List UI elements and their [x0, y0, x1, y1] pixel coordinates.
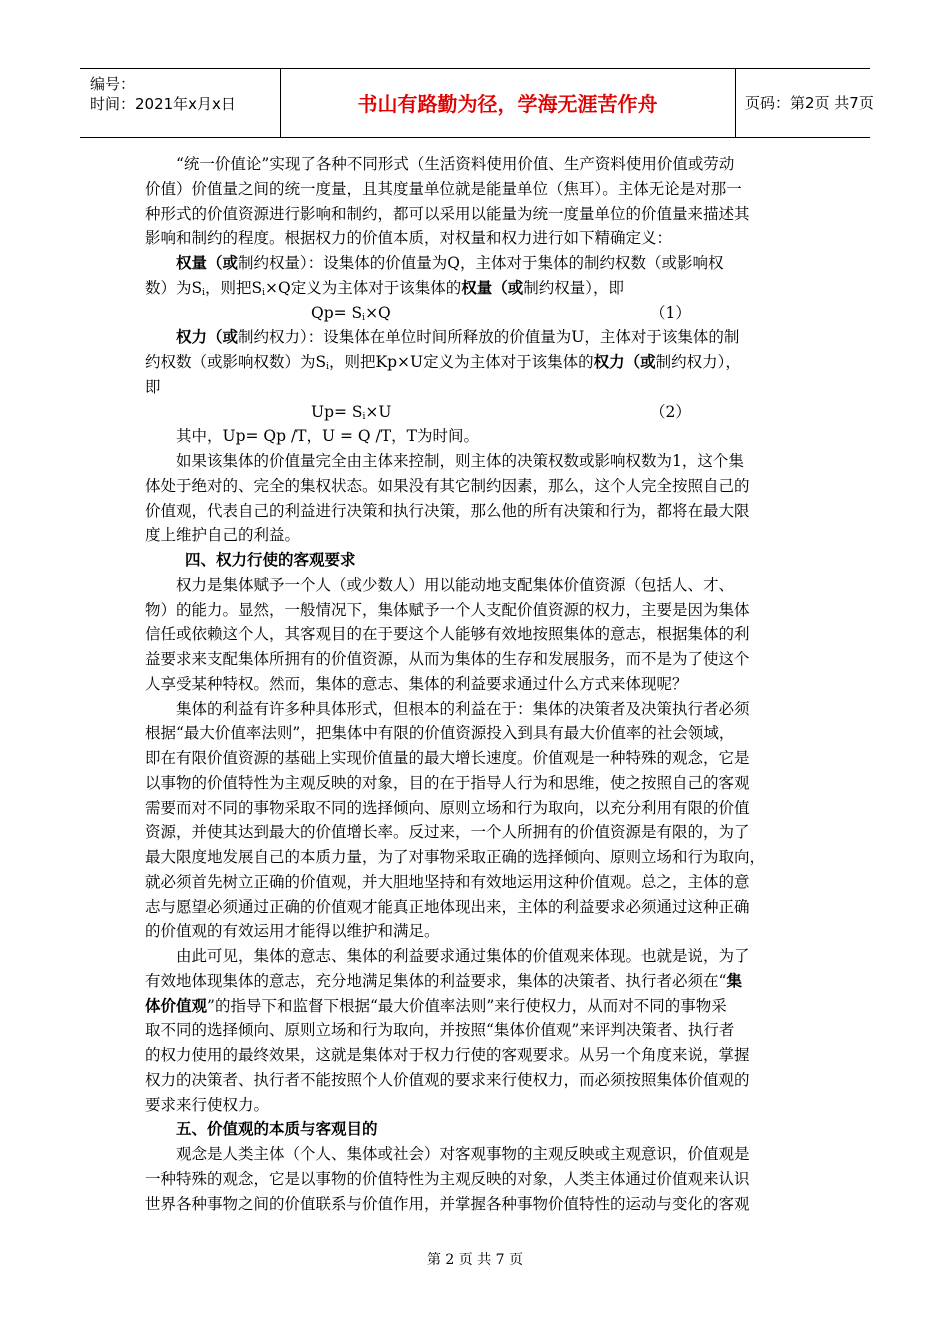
doc-date-label: 时间：2021年x月x日: [90, 95, 236, 113]
paragraph-line: 观念是人类主体（个人、集体或社会）对客观事物的主观反映或主观意识，价值观是: [176, 1145, 750, 1163]
subscript: i: [202, 287, 206, 298]
paragraph-line: 取不同的选择倾向、原则立场和行为取向，并按照“集体价值观”来评判决策者、执行者: [145, 1021, 735, 1040]
definition-text: 制约权量）：设集体的价值量为Q，主体对于集体的制约权数（或影响权: [238, 254, 724, 272]
paragraph-text: ”的指导下和监督下根据“最大价值率法则”来行使权力，从而对不同的事物采: [207, 996, 727, 1015]
paragraph-line: 由此可见，集体的意志、集体的利益要求通过集体的价值观来体现。也就是说，为了: [176, 947, 750, 965]
section-heading-5: 五、价值观的本质与客观目的: [176, 1119, 378, 1139]
definition-text: ，则把Kp×U定义为主体对于该集体的: [329, 353, 594, 371]
page-footer: 第 2 页 共 7 页: [426, 1252, 524, 1268]
definition-text: 约权数（或影响权数）为S: [145, 353, 327, 371]
paragraph-line: [145, 969, 805, 994]
paragraph-line: 信任或依赖这个人，其客观目的在于要这个人能够有效地按照集体的意志，根据集体的利: [145, 625, 750, 644]
definition-text: 数）为S: [145, 278, 203, 297]
term-bold: 权力（或: [593, 352, 656, 371]
paragraph-text: 有效地体现集体的意志，充分地满足集体的利益要求，集体的决策者、执行者必须在“: [145, 971, 727, 990]
equation-text: ×U: [365, 402, 392, 421]
header-meta-cell: [80, 69, 281, 137]
term-bold: 权量（或: [461, 277, 524, 297]
definition-text: 制约权力），: [655, 353, 741, 371]
paragraph-line: 资源，并使其达到最大的价值增长率。反过来，一个人所拥有的价值资源是有限的，为了: [145, 823, 750, 842]
paragraph-line: 即在有限价值资源的基础上实现价值量的最大增长速度。价值观是一种特殊的观念，它是: [145, 749, 750, 767]
paragraph-line: 就必须首先树立正确的价值观，并大胆地坚持和有效地运用这种价值观。总之，主体的意: [145, 872, 750, 891]
paragraph-line: 如果该集体的价值量完全由主体来控制，则主体的决策权数或影响权数为1，这个集: [176, 452, 744, 470]
equation-text: Up= S: [311, 402, 363, 421]
paragraph-line: 最大限度地发展自己的本质力量，为了对事物采取正确的选择倾向、原则立场和行为取向，: [145, 848, 766, 866]
paragraph-line: 权力是集体赋予一个人（或少数人）用以能动地支配集体价值资源（包括人、才、: [176, 575, 735, 594]
paragraph-line: 其中，Up= Qp /T，U = Q /T，T为时间。: [176, 427, 479, 446]
paragraph-line: 的价值观的有效运用才能得以维护和满足。: [145, 922, 440, 941]
paragraph-line: 影响和制约的程度。根据权力的价值本质，对权量和权力进行如下精确定义：: [145, 229, 673, 248]
term-bold: 体价值观: [145, 995, 208, 1015]
subscript: i: [362, 312, 366, 323]
paragraph-line: 志与愿望必须通过正确的价值观才能真正地体现出来，主体的利益要求必须通过这种正确: [145, 897, 750, 916]
definition-text: 制约权量），即: [523, 278, 625, 297]
paragraph-line: “统一价值论”实现了各种不同形式（生活资料使用价值、生产资料使用价值或劳动: [176, 155, 735, 173]
paragraph-line: 种形式的价值资源进行影响和制约，都可以采用以能量为统一度量单位的价值量来描述其: [145, 204, 750, 223]
definition-power-amount: [145, 251, 805, 276]
paragraph-line: 度上维护自己的利益。: [145, 526, 301, 545]
paragraph-line: 体处于绝对的、完全的集权状态。如果没有其它制约因素，那么，这个人完全按照自己的: [145, 476, 750, 495]
term-bold: 权力（或: [176, 327, 239, 347]
paragraph-line: 权力的决策者、执行者不能按照个人价值观的要求来行使权力，而必须按照集体价值观的: [145, 1070, 750, 1089]
subscript: i: [362, 411, 366, 422]
header-page-cell: [735, 69, 874, 137]
document-body: [145, 152, 805, 1216]
paragraph-line: 要求来行使权力。: [145, 1095, 270, 1114]
paragraph-line: 益要求来支配集体所拥有的价值资源，从而为集体的生存和发展服务，而不是为了使这个: [145, 650, 750, 668]
paragraph-line: 一种特殊的观念，它是以事物的价值特性为主观反映的对象，人类主体通过价值观来认识: [145, 1169, 750, 1188]
paragraph-line: 根据“最大价值率法则”，把集体中有限的价值资源投入到具有最大价值率的社会领域，: [145, 724, 735, 743]
paragraph-line: 以事物的价值特性为主观反映的对象，目的在于指导人行为和思维，使之按照自己的客观: [145, 773, 750, 792]
definition-line: [145, 276, 805, 301]
definition-power: [145, 325, 805, 350]
header-motto-cell: [280, 69, 736, 137]
definition-text: 制约权力）：设集体在单位时间所释放的价值量为U，主体对于该集体的制: [238, 328, 740, 347]
paragraph-line: 价值观，代表自己的利益进行决策和执行决策，那么他的所有决策和行为，都将在最大限: [145, 501, 750, 520]
equation-text: ×Q: [365, 303, 391, 322]
equation-2: [145, 400, 805, 425]
definition-line: 即: [145, 377, 161, 396]
equation-1: [145, 301, 805, 326]
definition-text: ，则把S: [205, 278, 263, 297]
paragraph-line: 世界各种事物之间的价值联系与价值作用，并掌握各种事物价值特性的运动与变化的客观: [145, 1194, 750, 1213]
equation-text: Qp= S: [311, 303, 363, 322]
definition-text: ×Q定义为主体对于该集体的: [265, 278, 462, 297]
paragraph-line: 物）的能力。显然，一般情况下，集体赋予一个人支配价值资源的权力，主要是因为集体: [145, 600, 750, 619]
equation-number: （1）: [650, 303, 691, 322]
header-page-info: 页码：第2页 共7页: [745, 94, 874, 112]
term-bold: 集: [726, 970, 742, 990]
header-motto: 书山有路勤为径，学海无涯苦作舟: [357, 92, 658, 116]
paragraph-line: 集体的利益有许多种具体形式，但根本的利益在于：集体的决策者及决策执行者必须: [176, 699, 750, 718]
subscript: i: [326, 362, 330, 372]
section-heading-4: 四、权力行使的客观要求: [185, 550, 356, 569]
equation-number: （2）: [650, 402, 691, 421]
paragraph-line: 人享受某种特权。然而，集体的意志、集体的利益要求通过什么方式来体现呢？: [145, 674, 688, 693]
paragraph-line: [145, 994, 805, 1019]
paragraph-line: 价值）价值量之间的统一度量，且其度量单位就是能量单位（焦耳）。主体无论是对那一: [145, 179, 742, 198]
term-bold: 权量（或: [176, 253, 239, 272]
paragraph-line: 的权力使用的最终效果，这就是集体对于权力行使的客观要求。从另一个角度来说，掌握: [145, 1046, 750, 1064]
definition-line: [145, 350, 805, 375]
doc-number-label: 编号：: [90, 75, 136, 93]
subscript: i: [262, 287, 266, 298]
page-header: [80, 68, 874, 138]
paragraph-line: 需要而对不同的事物采取不同的选择倾向、原则立场和行为取向，以充分利用有限的价值: [145, 798, 750, 817]
